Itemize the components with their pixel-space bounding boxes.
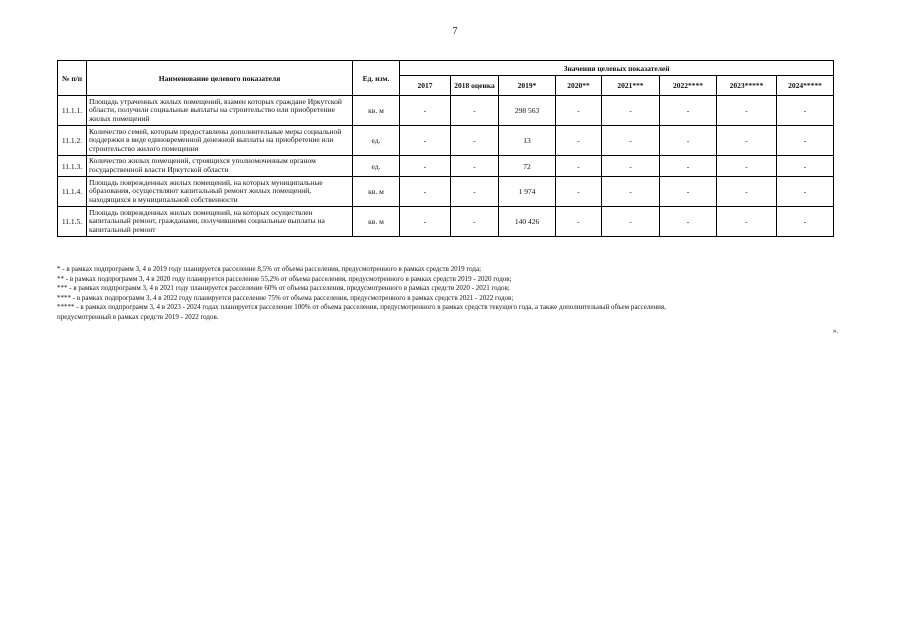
header-indicator-values: Значения целевых показателей — [400, 61, 834, 76]
target-indicators-table — [57, 60, 834, 237]
value-cell: - — [717, 156, 777, 177]
value-cell: - — [777, 177, 834, 207]
table-row — [58, 126, 834, 156]
value-cell: - — [400, 96, 451, 126]
value-cell: 1 974 — [499, 177, 556, 207]
header-year: 2024***** — [777, 76, 834, 96]
value-cell: - — [660, 156, 717, 177]
footnote: *** - в рамках подпрограмм 3, 4 в 2021 году планируется расселение 60% от объема расселения, предусмотренного в рамках средств 2020 - 2021 годов; — [57, 284, 510, 293]
unit-cell: ед. — [353, 126, 400, 156]
value-cell: 13 — [499, 126, 556, 156]
indicator-name: Количество жилых помещений, строящихся уполномоченным органом государственной власти Иркутской области — [87, 156, 353, 177]
value-cell: - — [660, 177, 717, 207]
footnote: * - в рамках подпрограмм 3, 4 в 2019 году планируется расселение 8,5% от объема расселения, предусмотренного в рамках средств 2019 года; — [57, 265, 482, 273]
value-cell: - — [717, 207, 777, 237]
value-cell: 298 563 — [499, 96, 556, 126]
header-row-number: № п/п — [58, 61, 87, 96]
header-year: 2022**** — [660, 76, 717, 96]
value-cell: - — [451, 126, 499, 156]
value-cell: - — [777, 156, 834, 177]
value-cell: - — [602, 96, 660, 126]
page-number: 7 — [452, 26, 458, 37]
row-number: 11.1.3. — [58, 156, 87, 177]
header-year: 2023***** — [717, 76, 777, 96]
value-cell: - — [451, 96, 499, 126]
table-row — [58, 177, 834, 207]
indicator-name: Площадь утраченных жилых помещений, взамен которых граждане Иркутской области, получили социальные выплаты на строительство или приобретение жилых помещений — [87, 96, 353, 126]
value-cell: - — [400, 126, 451, 156]
closing-quote-mark: ». — [833, 327, 839, 335]
indicator-name: Количество семей, которым предоставлены дополнительные меры социальной поддержки в виде единовременной денежной выплаты на приобретение или строительство жилого помещения — [87, 126, 353, 156]
value-cell: - — [660, 126, 717, 156]
unit-cell: кв. м — [353, 96, 400, 126]
row-number: 11.1.1. — [58, 96, 87, 126]
value-cell: - — [777, 207, 834, 237]
footnote: ***** - в рамках подпрограмм 3, 4 в 2023 - 2024 годах планируется расселение 100% от объема расселения, предусмотренного в рамках средств текущего года, а также дополнительный объем расселения, — [57, 303, 666, 312]
table-row — [58, 96, 834, 126]
value-cell: - — [556, 207, 602, 237]
value-cell: - — [602, 126, 660, 156]
value-cell: - — [660, 96, 717, 126]
header-year: 2017 — [400, 76, 451, 96]
value-cell: - — [400, 177, 451, 207]
value-cell: - — [602, 177, 660, 207]
footnote: ** - в рамках подпрограмм 3, 4 в 2020 году планируется расселение 55,2% от объема расселения, предусмотренного в рамках средств 2019 - 2020 годов; — [57, 274, 512, 283]
header-year: 2020** — [556, 76, 602, 96]
value-cell: - — [777, 126, 834, 156]
header-year: 2019* — [499, 76, 556, 96]
value-cell: 140 426 — [499, 207, 556, 237]
value-cell: - — [717, 177, 777, 207]
row-number: 11.1.5. — [58, 207, 87, 237]
unit-cell: кв. м — [353, 207, 400, 237]
value-cell: - — [400, 156, 451, 177]
header-unit: Ед. изм. — [353, 61, 400, 96]
value-cell: - — [602, 156, 660, 177]
value-cell: - — [777, 96, 834, 126]
value-cell: - — [602, 207, 660, 237]
value-cell: - — [717, 96, 777, 126]
table-row — [58, 156, 834, 177]
value-cell: 72 — [499, 156, 556, 177]
value-cell: - — [451, 207, 499, 237]
footnote: предусмотренный в рамках средств 2019 - 2022 годов. — [57, 312, 219, 321]
row-number: 11.1.2. — [58, 126, 87, 156]
value-cell: - — [717, 126, 777, 156]
footnote: **** - в рамках подпрограмм 3, 4 в 2022 году планируется расселение 75% от объема расселения, предусмотренного в рамках средств 2021 - 2022 годов; — [57, 293, 514, 302]
value-cell: - — [556, 177, 602, 207]
header-indicator-name: Наименование целевого показателя — [87, 61, 353, 96]
table-row — [58, 207, 834, 237]
footnotes — [57, 265, 847, 323]
header-year: 2018 оценка — [451, 76, 499, 96]
unit-cell: ед. — [353, 156, 400, 177]
value-cell: - — [451, 177, 499, 207]
value-cell: - — [556, 126, 602, 156]
value-cell: - — [451, 156, 499, 177]
value-cell: - — [400, 207, 451, 237]
indicator-name: Площадь поврежденных жилых помещений, на которых осуществлен капитальный ремонт, гражданами, получившими социальные выплаты на капитальный ремонт — [87, 207, 353, 237]
value-cell: - — [556, 96, 602, 126]
unit-cell: кв. м — [353, 177, 400, 207]
indicator-name: Площадь поврежденных жилых помещений, на которых муниципальные образования, осуществляют капитальный ремонт жилых помещений, находящихся в муниципальной собственности — [87, 177, 353, 207]
row-number: 11.1.4. — [58, 177, 87, 207]
value-cell: - — [556, 156, 602, 177]
value-cell: - — [660, 207, 717, 237]
header-year: 2021*** — [602, 76, 660, 96]
